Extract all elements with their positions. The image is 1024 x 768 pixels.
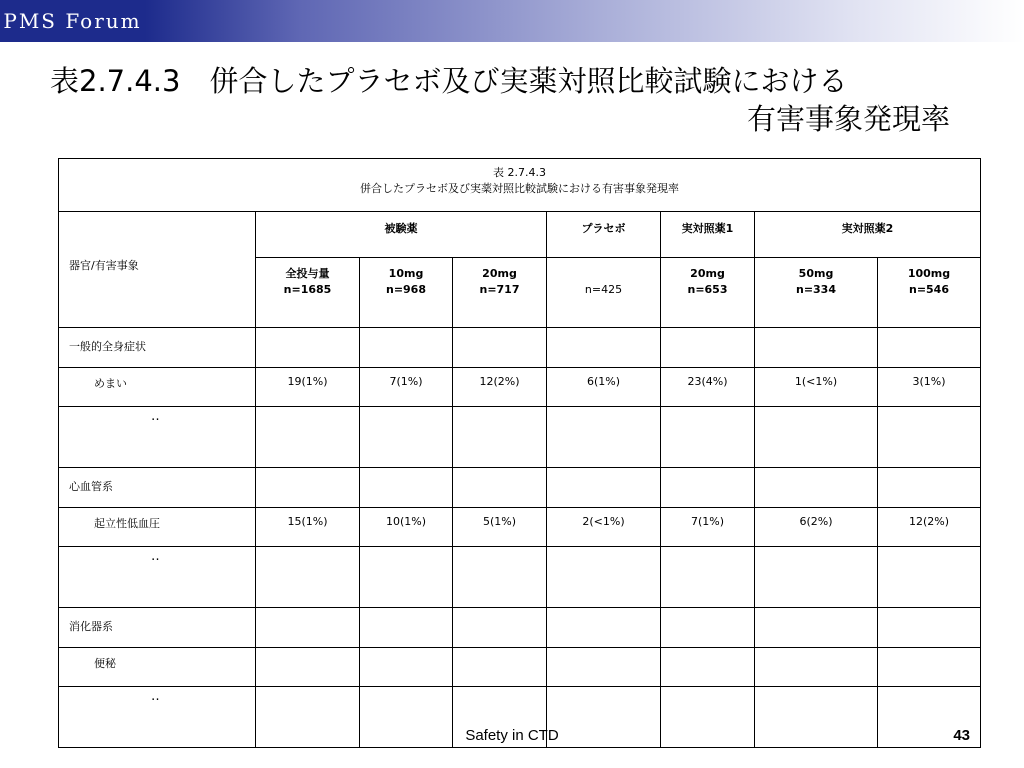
- category-label: 消化器系: [59, 608, 256, 648]
- column-dose: 50mg: [798, 267, 834, 280]
- column-header: [360, 258, 453, 328]
- column-dose: 全投与量: [285, 267, 330, 280]
- column-n: n=546: [908, 283, 949, 296]
- slide-title-line2: 有害事象発現率: [746, 102, 950, 136]
- event-label: めまい: [59, 368, 256, 407]
- value-cell: 6(1%): [547, 368, 661, 407]
- column-header: [453, 258, 547, 328]
- value-cell: 7(1%): [360, 368, 453, 407]
- column-header: [878, 258, 981, 328]
- column-n: n=968: [385, 283, 426, 296]
- table-caption: [59, 159, 981, 212]
- group-header-control2: 実対照薬2: [755, 212, 981, 258]
- value-cell: 7(1%): [661, 508, 755, 547]
- value-cell: 23(4%): [661, 368, 755, 407]
- column-n: n=717: [479, 283, 520, 296]
- column-header: [661, 258, 755, 328]
- header-bar: [0, 0, 1024, 42]
- event-label: 起立性低血圧: [59, 508, 256, 547]
- column-n: n=425: [584, 283, 623, 296]
- column-dose: 10mg: [388, 267, 424, 280]
- table-row: [59, 468, 981, 508]
- footer-text: Safety in CTD: [465, 727, 559, 744]
- category-label: 一般的全身症状: [59, 328, 256, 368]
- value-cell: 12(2%): [878, 508, 981, 547]
- ellipsis-marker: ‥: [59, 547, 256, 608]
- table-caption-title: 併合したプラセボ及び実薬対照比較試験における有害事象発現率: [360, 182, 679, 195]
- slide-title-line1: 表2.7.4.3 併合したプラセボ及び実薬対照比較試験における: [50, 64, 848, 98]
- slide-title: [50, 62, 960, 138]
- event-label: 便秘: [59, 648, 256, 687]
- column-n: n=334: [795, 283, 836, 296]
- table-row: [59, 547, 981, 608]
- value-cell: 2(<1%): [547, 508, 661, 547]
- brand-logo: PMS Forum: [0, 0, 145, 42]
- column-dose: 20mg: [482, 267, 517, 280]
- value-cell: 5(1%): [453, 508, 547, 547]
- ellipsis-marker: ‥: [59, 407, 256, 468]
- column-n: n=653: [687, 283, 728, 296]
- value-cell: 10(1%): [360, 508, 453, 547]
- adverse-event-table: [58, 158, 981, 748]
- table-row: [59, 508, 981, 547]
- table-row: [59, 407, 981, 468]
- table-row: [59, 368, 981, 407]
- ellipsis-marker: ‥: [59, 687, 256, 748]
- column-header: [755, 258, 878, 328]
- column-dose: 20mg: [690, 267, 725, 280]
- column-header: [256, 258, 360, 328]
- column-dose: 100mg: [907, 267, 951, 280]
- column-dose: [547, 266, 660, 282]
- value-cell: 12(2%): [453, 368, 547, 407]
- table-row: [59, 328, 981, 368]
- group-header-placebo: プラセボ: [547, 212, 661, 258]
- value-cell: 6(2%): [755, 508, 878, 547]
- column-n: n=1685: [283, 283, 332, 296]
- group-header-test-drug: 被験薬: [256, 212, 547, 258]
- table-caption-number: 表 2.7.4.3: [493, 166, 546, 179]
- value-cell: 1(<1%): [755, 368, 878, 407]
- value-cell: 19(1%): [256, 368, 360, 407]
- group-header-control1: 実対照薬1: [661, 212, 755, 258]
- table-row: [59, 608, 981, 648]
- column-header: [547, 258, 661, 328]
- value-cell: 3(1%): [878, 368, 981, 407]
- table-row: [59, 648, 981, 687]
- category-label: 心血管系: [59, 468, 256, 508]
- organ-event-header: 器官/有害事象: [59, 212, 256, 328]
- page-number: 43: [953, 727, 970, 744]
- value-cell: 15(1%): [256, 508, 360, 547]
